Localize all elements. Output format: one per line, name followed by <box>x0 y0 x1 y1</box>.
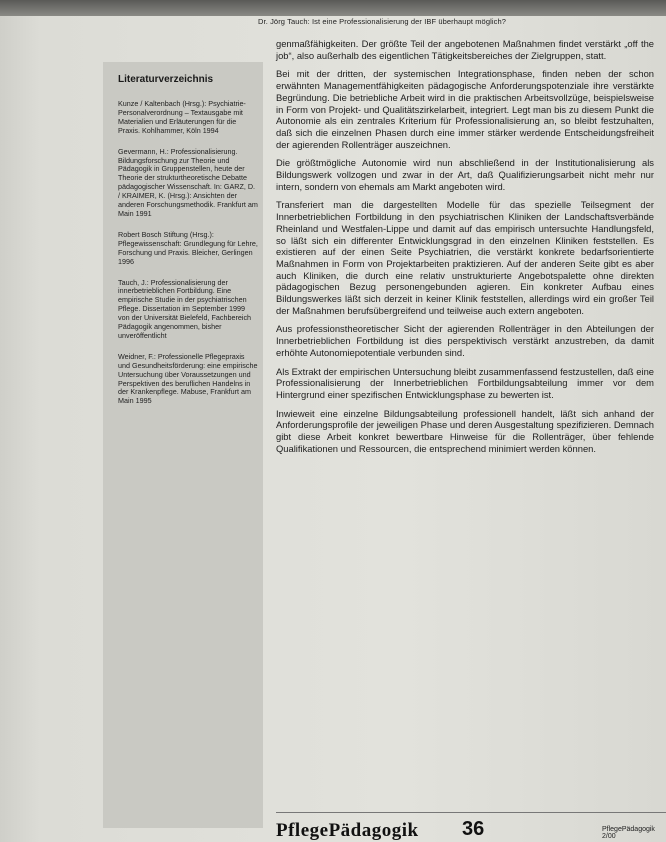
body-paragraph: genmaßfähigkeiten. Der größte Teil der angebotenen Maßnahmen findet verstärkt „off the job“, also außerhalb des eigentlichen Tätigkeitsbereiches der Zielgruppen, statt. <box>276 38 654 61</box>
body-paragraph: Die größtmögliche Autonomie wird nun abschließend in der Institutionalisierung als Bildungswerk vollzogen und zwar in der Art, daß Qualifizierungsarbeit nicht mehr nur intern, sondern von ehemals am Markt angeboten wird. <box>276 157 654 192</box>
sidebar-title: Literaturverzeichnis <box>118 74 214 85</box>
running-head: Dr. Jörg Tauch: Ist eine Professionalisierung der IBF überhaupt möglich? <box>258 17 507 26</box>
scan-top-edge <box>0 0 666 16</box>
issue-label: PflegePädagogik 2/00 <box>602 826 655 840</box>
footer-rule <box>276 812 666 813</box>
reference-list <box>118 100 258 418</box>
body-paragraph: Aus professionstheoretischer Sicht der agierenden Rollenträger in den Abteilungen der Innerbetrieblichen Fortbildung ist dies perspektivisch verstärkt anzustreben, da damit erhöhte Autonomiepotentiale verbunden sind. <box>276 323 654 358</box>
body-paragraph: Bei mit der dritten, der systemischen Integrationsphase, finden neben der schon erwähnten Managementfähigkeiten pädagogische Anforderungspotenziale ihre verstärkte Begründung. Die betriebliche Arbeit wird in die praktischen Arbeitsvollzüge, beispielsweise in Form von Projekt- und Qualitätszirkelarbeit, integriert. Legt man bis zu diesem Punkt die Autonomie als ein zentrales Kriterium für Professionalisierung an, so bleibt festzuhalten, daß sich die einzelnen Phasen durch eine immer stärker werdende Entscheidungsfreiheit der agierenden Rollenträger auszeichnen. <box>276 68 654 150</box>
page-footer <box>276 816 666 842</box>
body-paragraph: Inwieweit eine einzelne Bildungsabteilung professionell handelt, läßt sich anhand der Anforderungsprofile der jeweiligen Phase und deren Ausgestaltung spezifizieren. Demnach gibt diese Arbeit konkret bewertbare Hinweise für die Rollenträger, über fehlende Qualifikationen und Ressourcen, die entsprechend minimiert werden können. <box>276 407 654 454</box>
page-number: 36 <box>462 818 485 840</box>
magazine-logo: PflegePädagogik <box>276 820 419 841</box>
reference-item: Kunze / Kaltenbach (Hrsg.): Psychiatrie-Personalverordnung – Textausgabe mit Materialien und Erläuterungen für die Praxis. Kohlhammer, Köln 1994 <box>118 99 246 135</box>
reference-item: Tauch, J.: Professionalisierung der innerbetrieblichen Fortbildung. Eine empirische Studie in der psychiatrischen Pflege. Dissertation im September 1999 von der Universität Bielefeld, Fachbereich Pädagogik angenommen, bisher unveröffentlicht <box>118 277 252 340</box>
reference-item: Robert Bosch Stiftung (Hrsg.): Pflegewissenschaft: Grundlegung für Lehre, Forschung und Praxis. Bleicher, Gerlingen 1996 <box>118 229 258 266</box>
body-paragraph: Transferiert man die dargestellten Modelle für das spezielle Teilsegment der Innerbetrieblichen Fortbildung in den psychiatrischen Kliniken der Landschaftsverbände Rheinland und Westfalen-Lippe und damit auf das empirisch untersuchte Handlungsfeld, so läßt sich ein differenter Entwicklungsgrad in den einzelnen Kliniken feststellen. Es existieren auf der einen Seite Psychiatrien, die verstärkt konkrete bedarfsorientierte Maßnahmen in Form von Projektarbeiten praktizieren. Auf der anderen Seite gibt es aber auch Kliniken, die durch eine relativ unstrukturierte Angebotspalette ohne direkten pädagogischen Bezug personengebunden agieren. Ein konkreter Aufbau eines Bildungswerkes läßt sich derzeit in keiner Klinik feststellen, allerdings wird ein großer Teil der Maßnahmen berufsübergreifend und teilweise auch extern angeboten. <box>276 199 654 316</box>
body-paragraph: Als Extrakt der empirischen Untersuchung bleibt zusammenfassend festzustellen, daß eine Professionalisierung der Innerbetrieblichen Fortbildungsabteilung immer vor dem Hintergrund einer spezifischen Entwicklungsphase zu bewerten ist. <box>276 365 654 400</box>
reference-item: Gevermann, H.: Professionalisierung. Bildungsforschung zur Theorie und Pädagogik in Gruppenstellen, heute der Theorie der strukturtheoretische Debatte pädagogischer Wissenschaft. In: GARZ, D. / KRAIMER, K. (Hrsg.): Ansichten der anderen Forschungsmethodik. Frankfurt am Main 1991 <box>118 146 258 218</box>
main-text-column <box>276 38 654 462</box>
reference-item: Weidner, F.: Professionelle Pflegepraxis und Gesundheitsförderung: eine empirische Untersuchung über Voraussetzungen und Perspektiven des beruflichen Handelns in der Krankenpflege. Mabuse, Frankfurt am Main 1995 <box>118 351 258 406</box>
